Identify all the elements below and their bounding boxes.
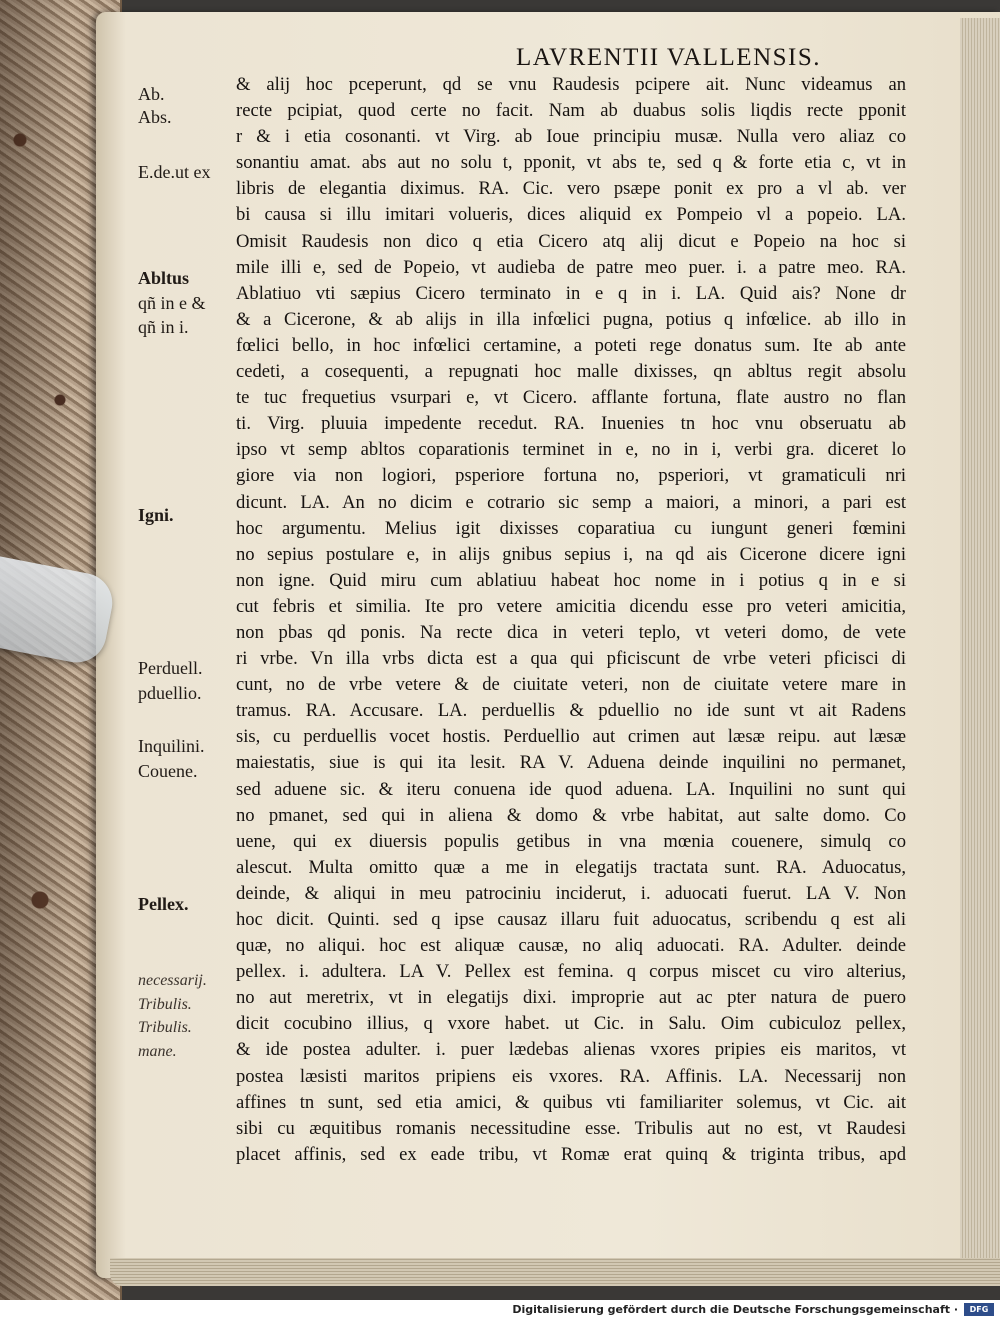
margin-note: pduellio. [138, 682, 202, 703]
page-stack-bottom [110, 1258, 1000, 1286]
text-line: cunt, no de vrbe vetere & de ciuitate veteri, non de ciuitate vetere mare in [236, 674, 906, 696]
text-line: ipso vt semp abltos coparationis terminet in e, no in i, verbi gra. diceret lo [236, 439, 906, 461]
margin-note: Abs. [138, 107, 172, 128]
page-stack-right [960, 18, 1000, 1258]
text-line: non igne. Quid miru cum ablatiuu habeat hoc nome in i potius q in e si [236, 569, 906, 591]
text-line: te tuc frequetius vsurpari e, vt Cicero. afflante fortuna, flate austro no flan [236, 387, 906, 409]
text-line: hoc argumentu. Melius igit dixisses coparatiua cu iungunt generi fœmini [236, 517, 906, 539]
text-line: Omisit Raudesis non dico q etia Cicero atq alij dicut e Popeio na hoc si [236, 230, 906, 252]
text-line: sed aduene sic. & iteru conuena ide quod aduena. LA. Inquilini no sunt qui [236, 778, 906, 800]
dfg-logo-icon: DFG [964, 1303, 994, 1316]
margin-note: Igni. [138, 505, 174, 526]
footer-credit: Digitalisierung gefördert durch die Deutsche Forschungsgemeinschaft · [512, 1303, 958, 1316]
text-line: postea læsisti maritos pripiens eis vxores. RA. Affinis. LA. Necessarij non [236, 1065, 906, 1087]
margin-note: qñ in i. [138, 317, 189, 338]
text-line: & ide postea adulter. i. puer lædebas alienas vxores pripies eis maritos, vt [236, 1039, 906, 1061]
text-line: mile illi e, sed de Popeio, vt audieba de patre meo puer. i. a patre meo. RA. [236, 256, 906, 278]
text-line: dicunt. LA. An no dicim e cotrario sic semp a maiori, a minori, a pari est [236, 491, 906, 513]
margin-note: Tribulis. [138, 1019, 192, 1037]
running-title: LAVRENTII VALLENSIS. [516, 44, 822, 71]
margin-note: Tribulis. [138, 995, 192, 1013]
text-line: bi causa si illu imitari volueris, dices aliquid ex Pompeio vl a popeio. LA. [236, 204, 906, 226]
text-line: cut febris et similia. Ite pro vetere amicitia dicendu esse pro veteri amicitia, [236, 595, 906, 617]
margin-note: Inquilini. [138, 736, 205, 757]
text-line: no aut meretrix, vt in elegatijs dixi. improprie aut ac pter natura de puero [236, 987, 906, 1009]
text-line: sonantiu amat. abs aut no solu t, pponit, vt abs te, sed q & forte etia c, vt in [236, 152, 906, 174]
body-text [236, 72, 906, 1168]
margin-note: Abltus [138, 267, 190, 288]
text-line: tramus. RA. Accusare. LA. perduellis & pduellio no ide sunt vt ait Radens [236, 700, 906, 722]
text-line: deinde, & aliqui in meu patrociniu inciderut, i. aduocati fuerut. LA V. Non [236, 882, 906, 904]
text-line: cedeti, a cosequenti, a repugnati hoc malle dixisses, qn abltus regit absolu [236, 361, 906, 383]
text-line: hoc dicit. Quinti. sed q ipse causaz illaru fuit aduocatus, scribendu q est ali [236, 909, 906, 930]
text-line: placet affinis, sed ex eade tribu, vt Romæ erat quinq & triginta tribus, apd [236, 1143, 906, 1165]
margin-note: E.de.ut ex [138, 162, 211, 183]
text-line: ti. Virg. pluuia impedente recedut. RA. Inuenies tn hoc vnu obseruatu ab [236, 413, 906, 435]
text-line: Ablatiuo vti sæpius Cicero terminato in e q in i. LA. Quid ais? None dr [236, 282, 906, 304]
text-line: affines tn sunt, sed etia amici, & quibus vti familiariter solemus, vt Cic. ait [236, 1091, 906, 1113]
text-line: alescut. Multa omitto quæ a me in elegatijs tractata sunt. RA. Aduocatus, [236, 856, 906, 878]
text-line: giore via non logiori, psperiore fortuna no, psperiori, vt gramaticuli nri [236, 465, 906, 487]
text-line: maiestatis, siue is qui ita lesit. RA V. Aduena deinde inquilini no permanet, [236, 752, 906, 774]
text-line: recte pcipiat, quod certe no facit. Nam ab duabus solis liqdis recte pponit [236, 100, 906, 122]
text-line: ri vrbe. Vn illa vrbs dicta est a qua qui pficiscunt de vrbe veteri pficisci di [236, 648, 906, 670]
text-line: sibi cu æquitibus romanis necessitudine esse. Tribulis aut no est, vt Raudesi [236, 1117, 906, 1139]
text-line: uene, qui ex diuersis populis getibus in vna mœnia couenere, simulq co [236, 830, 906, 852]
text-line: fœlici bello, in hoc infœlici certamine, a poteti rege donatus sum. Ite ab ante [236, 334, 906, 356]
text-line: quæ, no aliqui. hoc est aliquæ causæ, no aliq aduocati. RA. Adulter. deinde [236, 935, 906, 957]
text-line: sis, cu perduellis vocet hostis. Perduellio aut crimen aut læsæ reipu. aut læsæ [236, 726, 906, 748]
margin-note: qñ in e & [138, 292, 206, 313]
text-line: pellex. i. adultera. LA V. Pellex est femina. q corpus miscet cu viro alterius, [236, 961, 906, 983]
text-line: r & i etia cosonanti. vt Virg. ab Ioue principiu musæ. Nulla vero aliaz co [236, 126, 906, 148]
footer-bar [0, 1300, 1000, 1320]
text-line: dicit cocubino illius, q vxore habet. ut Cic. in Salu. Oim cubiculoz pellex, [236, 1013, 906, 1035]
margin-note: necessarij. [138, 972, 207, 990]
text-line: libris de elegantia diximus. RA. Cic. vero psæpe ponit ex pro a vl ab. ver [236, 178, 906, 200]
margin-note: mane. [138, 1042, 177, 1060]
margin-note: Couene. [138, 761, 198, 782]
text-line: no pmanet, sed qui in aliena & domo & vrbe habitat, aut salte domo. Co [236, 804, 906, 826]
margin-note: Perduell. [138, 657, 203, 678]
text-line: no sepius postulare e, in alijs gnibus sepius i, na qd ais Cicerone dicere igni [236, 543, 906, 565]
text-line: & a Cicerone, & ab alijs in illa infœlici pugna, potius q infœlice. ab illo in [236, 308, 906, 330]
margin-note: Pellex. [138, 894, 189, 915]
margin-note: Ab. [138, 83, 165, 104]
text-line: & alij hoc pceperunt, qd se vnu Raudesis pcipere ait. Nunc videamus an [236, 74, 906, 95]
text-line: non pbas qd ponis. Na recte dica in veteri teplo, vt veteri domo, de vete [236, 621, 906, 643]
